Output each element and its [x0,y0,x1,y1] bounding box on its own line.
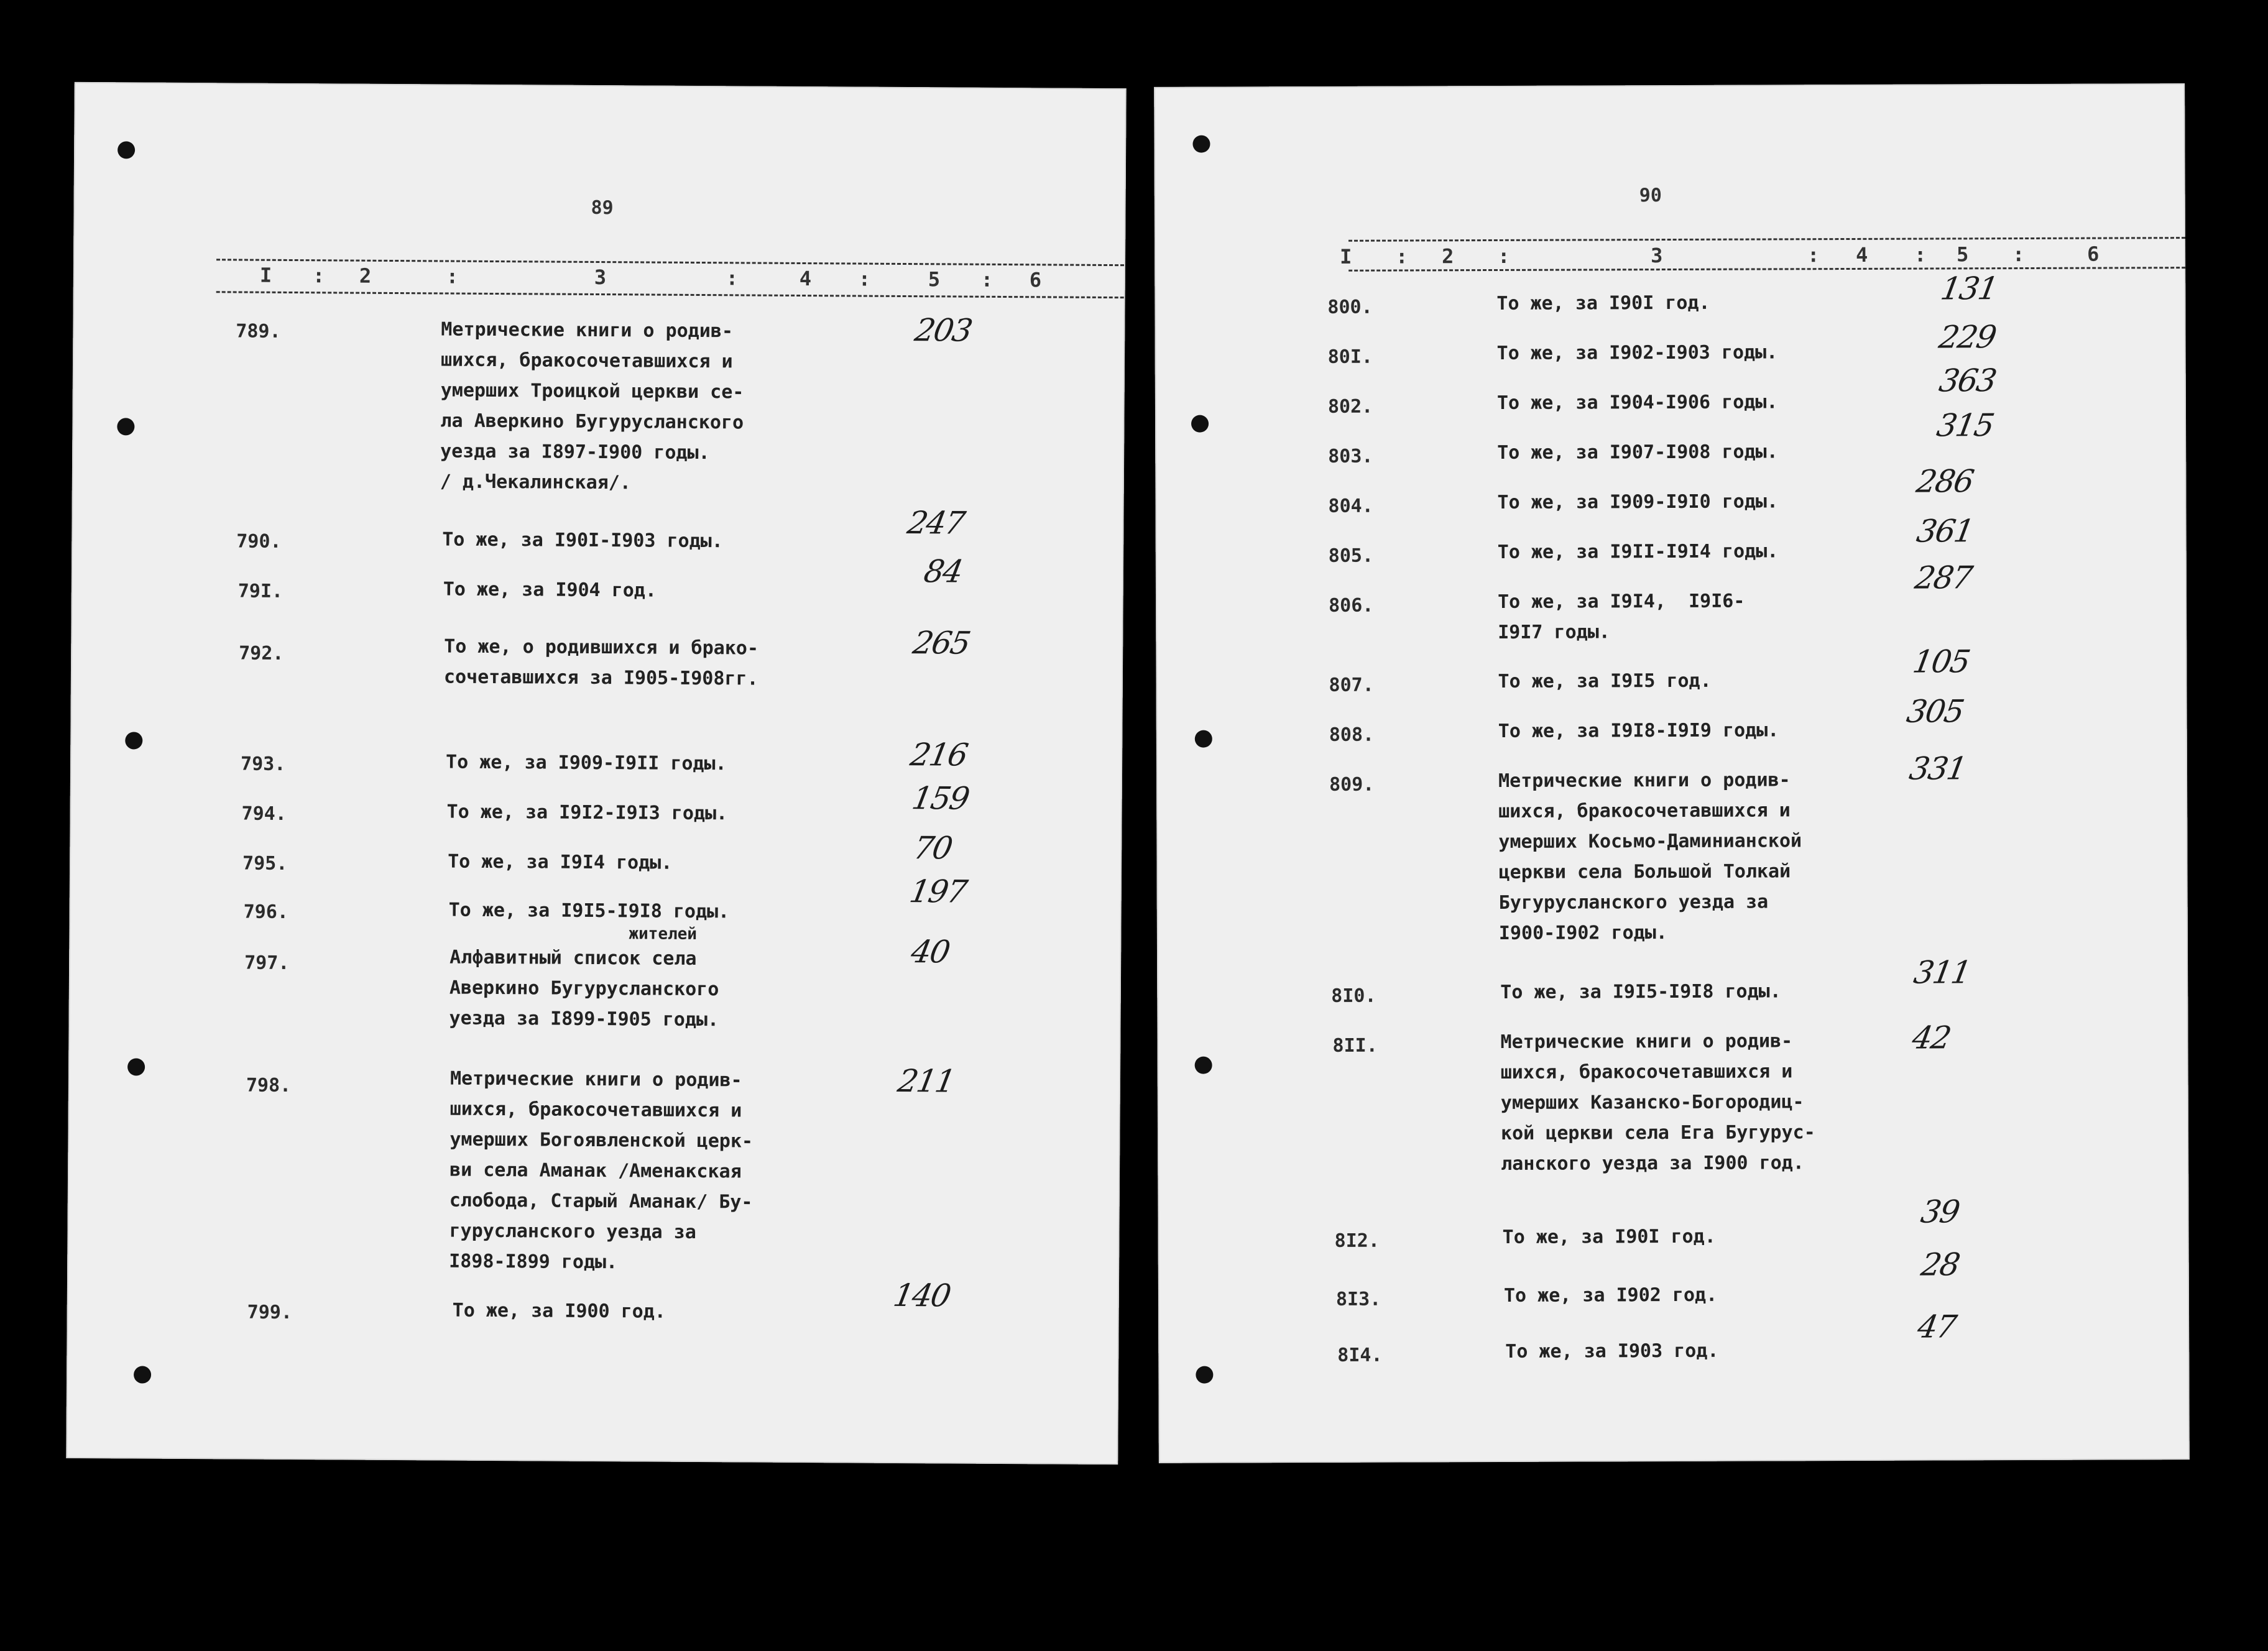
handwritten-count: 159 [909,780,972,817]
handwritten-count: 361 [1914,513,1976,550]
column-header-3: 3 [594,265,607,290]
column-header-sep: : [1807,243,1820,267]
entry-number: 79I. [237,580,284,602]
entry-description: То же, за I902 год. [1503,1284,1718,1307]
handwritten-count: 331 [1906,750,1969,787]
handwritten-count: 216 [907,737,970,773]
entry-number: 795. [242,852,288,875]
punch-hole [118,141,135,159]
punch-hole [127,1058,145,1075]
column-header-sep: : [858,267,871,291]
handwritten-count: 39 [1918,1193,1962,1230]
column-header-sep: : [1396,244,1408,269]
entry-number: 804. [1328,495,1373,517]
column-header-3: 3 [1651,244,1663,268]
entry-description: То же, за I903 год. [1505,1340,1719,1363]
entry-description: Метрические книги о родив- шихся, бракосочетавшихся и умерших Казанско-Богородиц- кой церкви села Ега Бугурус- ланского уезда за I900 год. [1500,1030,1815,1175]
punch-hole [125,732,142,749]
entry-description: То же, за I904 год. [443,578,657,602]
entry-description: То же, о родившихся и брако- сочетавшихся за I905-I908гг. [443,635,759,690]
handwritten-count: 203 [912,312,975,349]
entry-number: 807. [1329,674,1374,696]
entry-number: 8I3. [1335,1288,1381,1310]
entry-description: То же, за I909-I9I0 годы. [1497,490,1779,513]
column-header-4: 4 [799,266,812,291]
column-header-sep: : [1498,244,1510,268]
entry-number: 799. [247,1301,293,1324]
handwritten-count: 40 [908,934,952,970]
handwritten-count: 70 [910,830,955,867]
column-header-2: 2 [1442,244,1454,269]
interlinear-insert: жителей [629,924,698,944]
handwritten-count: 211 [895,1063,957,1100]
handwritten-count: 265 [910,625,973,661]
column-header-sep: : [446,264,459,288]
handwritten-count: 42 [1909,1019,1953,1056]
entry-number: 805. [1328,545,1374,567]
entry-description: Метрические книги о родив- шихся, бракосочетавшихся и умерших Троицкой церкви се- ла Аверкино Бугурусланского уезда за I897-I900 годы. / д.Чекалинская/. [440,318,744,494]
entry-number: 793. [240,753,286,775]
handwritten-count: 131 [1938,270,2000,307]
column-header-1: I [259,263,272,287]
handwritten-count: 28 [1918,1246,1962,1283]
entry-description: То же, за I9I5-I9I8 годы. [448,899,730,923]
handwritten-count: 105 [1910,643,1972,680]
entry-description: То же, за I90I год. [1502,1225,1716,1248]
entry-number: 797. [244,952,290,974]
entry-number: 806. [1328,594,1374,617]
column-header-sep: : [980,267,993,292]
entry-description: То же, за I9I2-I9I3 годы. [446,801,728,825]
entry-description: То же, за I907-I908 годы. [1497,441,1778,464]
punch-hole [1195,730,1212,748]
entry-number: 803. [1328,445,1373,467]
column-header-2: 2 [359,264,372,288]
handwritten-count: 311 [1911,954,1973,991]
entry-description: То же, за I900 год. [452,1299,666,1323]
handwritten-count: 363 [1936,362,1999,399]
punch-hole [1195,1057,1212,1074]
entry-number: 808. [1329,724,1375,746]
entry-description: То же, за I9I4 годы. [448,850,673,874]
handwritten-count: 197 [906,873,969,910]
entry-description: Метрические книги о родив- шихся, бракосочетавшихся и умерших Косьмо-Даминианской церкви села Большой Толкай Бугурусланского уезда за I900-I902 годы. [1498,769,1802,944]
handwritten-count: 140 [890,1277,953,1314]
entry-number: 798. [246,1074,292,1097]
handwritten-count: 47 [1915,1308,1958,1345]
entry-description: Алфавитный список села Аверкино Бугурусланского уезда за I899-I905 годы. [449,946,719,1031]
column-header-sep: : [1914,242,1927,267]
punch-hole [134,1366,151,1383]
handwritten-count: 247 [905,505,967,541]
column-header-sep: : [2012,242,2025,267]
entry-number: 8I2. [1334,1230,1380,1252]
column-header-1: I [1340,244,1352,269]
entry-number: 792. [239,642,284,665]
entry-description: То же, за I90I год. [1496,292,1710,315]
column-header-sep: : [312,264,325,288]
handwritten-count: 315 [1934,407,1996,444]
entry-description: То же, за I9I5-I9I8 годы. [1500,980,1781,1003]
punch-hole [117,418,134,435]
entry-number: 800. [1327,296,1373,318]
column-header-5: 5 [1957,242,1969,267]
entry-description: То же, за I9II-I9I4 годы. [1497,540,1779,563]
header-rule-bottom [1348,267,2185,272]
punch-hole [1192,136,1210,153]
header-rule-bottom [216,291,1124,298]
entry-number: 8I4. [1337,1344,1383,1366]
right-page [1154,83,2190,1463]
left-page [66,82,1126,1465]
entry-number: 796. [243,901,288,923]
entry-number: 790. [236,530,282,553]
page-number: 89 [591,196,614,219]
header-rule-top [216,259,1124,266]
handwritten-count: 305 [1904,693,1966,730]
handwritten-count: 287 [1912,559,1975,596]
entry-number: 789. [236,320,281,343]
punch-hole [1196,1366,1213,1384]
entry-description: То же, за I9I5 год. [1498,669,1712,692]
entry-description: То же, за I90I-I903 годы. [442,528,723,553]
handwritten-count: 84 [921,553,965,590]
entry-description: То же, за I9I4, I9I6- I9I7 годы. [1497,590,1745,643]
entry-description: То же, за I904-I906 годы. [1496,391,1778,414]
punch-hole [1191,415,1209,433]
handwritten-count: 229 [1936,319,1999,356]
column-header-5: 5 [928,267,941,292]
entry-number: 8I0. [1331,985,1376,1007]
entry-description: Метрические книги о родив- шихся, бракосочетавшихся и умерших Богоявленской церк- ви села Аманак /Аменакская слобода, Старый Аманак/ Бу- гурусланского уезда за I898-I899 годы. [449,1067,754,1274]
entry-description: То же, за I9I8-I9I9 годы. [1498,719,1779,742]
entry-number: 8II. [1332,1034,1378,1057]
entry-number: 802. [1327,395,1373,418]
header-rule-top [1348,237,2185,242]
handwritten-count: 286 [1914,463,1976,500]
entry-description: То же, за I902-I903 годы. [1496,341,1778,364]
column-header-sep: : [726,266,739,290]
entry-description: То же, за I909-I9II годы. [445,751,727,775]
entry-number: 794. [241,803,287,825]
entry-number: 80I. [1327,346,1373,368]
column-header-4: 4 [1856,242,1868,267]
column-header-6: 6 [2087,242,2100,266]
entry-number: 809. [1329,773,1375,796]
page-number: 90 [1639,185,1662,207]
column-header-6: 6 [1029,268,1042,292]
